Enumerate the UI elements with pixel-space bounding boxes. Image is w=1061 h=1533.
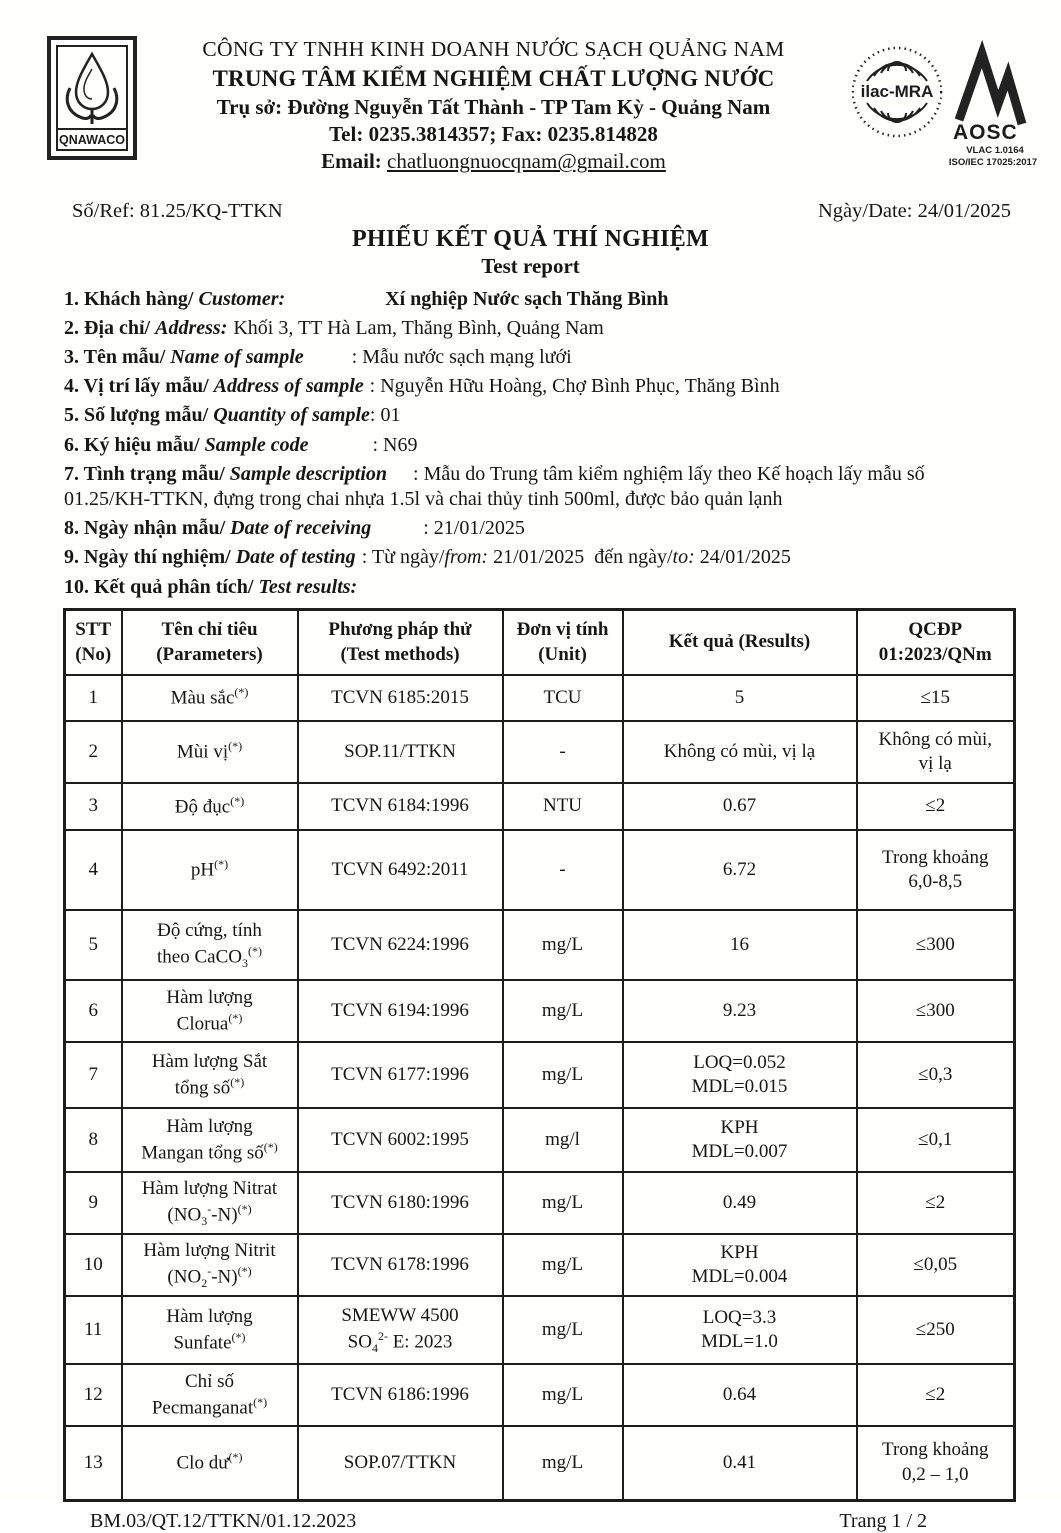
info-item-customer — [64, 287, 1005, 312]
info-label-en: Sample code — [204, 433, 309, 456]
cell-no: 10 — [65, 1234, 122, 1296]
cell-method: TCVN 6194:1996 — [298, 980, 503, 1042]
table-row — [65, 1426, 1015, 1500]
cell-limit: ≤300 — [857, 980, 1015, 1042]
ref-number: Số/Ref: 81.25/KQ-TTKN — [72, 199, 283, 222]
col-header-limit: QCĐP 01:2023/QNm — [857, 609, 1015, 675]
cell-method: TCVN 6180:1996 — [298, 1172, 503, 1234]
info-label-en: Customer: — [198, 287, 286, 310]
info-label-vi: 10. Kết quả phân tích/ — [64, 575, 254, 598]
cell-limit: Trong khoảng 0,2 – 1,0 — [857, 1426, 1015, 1500]
cell-parameter: Hàm lượng Clorua(*) — [122, 980, 298, 1042]
cell-unit: mg/l — [503, 1108, 623, 1172]
cell-unit: mg/L — [503, 1172, 623, 1234]
cell-result: 0.49 — [623, 1172, 857, 1234]
info-label-vi: 5. Số lượng mẫu/ — [64, 404, 209, 427]
cell-parameter: Hàm lượng Mangan tổng số(*) — [122, 1108, 298, 1172]
cell-result: KPH MDL=0.004 — [623, 1234, 857, 1296]
sample-info-list — [0, 279, 1061, 600]
cell-method: TCVN 6492:2011 — [298, 830, 503, 910]
cell-no: 12 — [65, 1364, 122, 1426]
table-row — [65, 1172, 1015, 1234]
table-row — [65, 675, 1015, 721]
cell-no: 4 — [65, 830, 122, 910]
cell-result: 5 — [623, 675, 857, 721]
page-number: Trang 1 / 2 — [839, 1509, 927, 1532]
cell-unit: mg/L — [503, 1296, 623, 1364]
cell-no: 2 — [65, 721, 122, 783]
info-label-en: Name of sample — [170, 346, 304, 369]
cell-parameter: Hàm lượng Nitrit $(NO_2^--N)^{(*)}$ — [122, 1234, 298, 1296]
info-item-test-results — [64, 575, 1005, 600]
col-header-result: Kết quả (Results) — [623, 609, 857, 675]
cell-unit: mg/L — [503, 1426, 623, 1500]
info-label-en: Address: — [155, 316, 228, 339]
cell-method: TCVN 6185:2015 — [298, 675, 503, 721]
cell-limit: ≤0,1 — [857, 1108, 1015, 1172]
aosc-vlac-text: VLAC 1.0164 — [966, 145, 1024, 156]
cell-no: 7 — [65, 1042, 122, 1108]
info-value: : Mẫu nước sạch mạng lưới — [351, 346, 572, 369]
info-label-vi: 1. Khách hàng/ — [64, 287, 194, 310]
cell-method: TCVN 6224:1996 — [298, 910, 503, 980]
cell-limit: Trong khoảng 6,0-8,5 — [857, 830, 1015, 910]
cell-method: TCVN 6186:1996 — [298, 1364, 503, 1426]
aosc-logo — [948, 44, 1038, 168]
company-name: CÔNG TY TNHH KINH DOANH NƯỚC SẠCH QUẢNG NAM — [202, 37, 785, 61]
header-text-block — [138, 34, 849, 176]
aosc-iso-text: ISO/IEC 17025:2017 — [948, 157, 1038, 168]
form-code: BM.03/QT.12/TTKN/01.12.2023 — [90, 1509, 357, 1532]
table-row — [65, 1234, 1015, 1296]
accreditation-logos — [849, 34, 1038, 168]
cell-result: 0.41 — [623, 1426, 857, 1500]
table-row — [65, 910, 1015, 980]
info-label-vi: 3. Tên mẫu/ — [64, 346, 166, 369]
qnawaco-logo-graphic — [46, 34, 138, 162]
info-label-en: Date of testing — [235, 546, 356, 569]
cell-result: KPH MDL=0.007 — [623, 1108, 857, 1172]
cell-parameter: Hàm lượng Sunfate(*) — [122, 1296, 298, 1364]
table-row — [65, 1042, 1015, 1108]
cell-method: SOP.07/TTKN — [298, 1426, 503, 1500]
cell-method: TCVN 6002:1995 — [298, 1108, 503, 1172]
cell-no: 5 — [65, 910, 122, 980]
cell-no: 13 — [65, 1426, 122, 1500]
cell-limit: ≤2 — [857, 1364, 1015, 1426]
info-label-en: Test results: — [258, 575, 358, 598]
cell-result: 0.64 — [623, 1364, 857, 1426]
cell-no: 6 — [65, 980, 122, 1042]
info-value: : 01 — [369, 404, 401, 427]
info-value: : 21/01/2025 — [423, 517, 525, 540]
qnawaco-logo — [46, 34, 138, 167]
cell-unit: - — [503, 721, 623, 783]
cell-no: 9 — [65, 1172, 122, 1234]
cell-parameter: Độ cứng, tính theo CaCO$_3$(*) — [122, 910, 298, 980]
cell-method: TCVN 6178:1996 — [298, 1234, 503, 1296]
info-label-en: Quantity of sample — [213, 404, 370, 427]
table-row — [65, 721, 1015, 783]
cell-limit: ≤0,05 — [857, 1234, 1015, 1296]
cell-no: 3 — [65, 783, 122, 830]
col-header-unit: Đơn vị tính (Unit) — [503, 609, 623, 675]
info-value: Xí nghiệp Nước sạch Thăng Bình — [385, 287, 669, 310]
cell-limit: ≤2 — [857, 1172, 1015, 1234]
cell-parameter: Chỉ số Pecmanganat(*) — [122, 1364, 298, 1426]
info-item-sample-name — [64, 345, 1005, 370]
info-item-quantity — [64, 403, 1005, 428]
cell-parameter: Clo dư(*) — [122, 1426, 298, 1500]
info-label-en: Address of sample — [213, 375, 364, 398]
email-address: chatluongnuocqnam@gmail.com — [387, 149, 666, 174]
cell-unit: mg/L — [503, 1364, 623, 1426]
info-label-vi: 7. Tình trạng mẫu/ — [64, 462, 225, 485]
cell-unit: mg/L — [503, 1234, 623, 1296]
info-label-vi: 6. Ký hiệu mẫu/ — [64, 433, 200, 456]
info-value: : Mẫu do Trung tâm kiểm nghiệm lấy theo Kế hoạch lấy mẫu số 01.25/KH-TTKN, đựng trong chai nhựa 1.5l và chai thủy tinh 500ml, được bảo quản lạnh — [64, 462, 925, 511]
ilac-mra-logo-text: ilac-MRA — [860, 82, 934, 101]
center-name: TRUNG TÂM KIỂM NGHIỆM CHẤT LƯỢNG NƯỚC — [212, 65, 775, 91]
ilac-mra-logo — [849, 44, 945, 140]
info-item-date-receiving — [64, 516, 1005, 541]
cell-limit: ≤15 — [857, 675, 1015, 721]
cell-limit: ≤250 — [857, 1296, 1015, 1364]
info-label-vi: 4. Vị trí lấy mẫu/ — [64, 375, 209, 398]
table-row — [65, 1364, 1015, 1426]
cell-no: 11 — [65, 1296, 122, 1364]
info-item-sample-description — [64, 462, 1005, 512]
cell-parameter: Hàm lượng Sắt tổng số(*) — [122, 1042, 298, 1108]
cell-limit: ≤300 — [857, 910, 1015, 980]
cell-method: SMEWW 4500 $SO_4^{2-}$ E: 2023 — [298, 1296, 503, 1364]
cell-result: Không có mùi, vị lạ — [623, 721, 857, 783]
col-header-parameter: Tên chỉ tiêu (Parameters) — [122, 609, 298, 675]
document-header — [0, 0, 1061, 176]
cell-unit: - — [503, 830, 623, 910]
table-header-row — [65, 609, 1015, 675]
cell-parameter: Hàm lượng Nitrat $(NO_3^--N)^{(*)}$ — [122, 1172, 298, 1234]
cell-result: 0.67 — [623, 783, 857, 830]
info-label-en: Date of receiving — [230, 517, 372, 540]
cell-parameter: pH(*) — [122, 830, 298, 910]
cell-no: 1 — [65, 675, 122, 721]
cell-unit: mg/L — [503, 980, 623, 1042]
email-label: Email: — [321, 149, 382, 174]
cell-result: LOQ=3.3 MDL=1.0 — [623, 1296, 857, 1364]
cell-unit: mg/L — [503, 910, 623, 980]
table-row — [65, 783, 1015, 830]
tel-fax: Tel: 0235.3814357; Fax: 0235.814828 — [329, 122, 658, 147]
page-footer — [0, 1502, 1061, 1533]
cell-limit: Không có mùi, vị lạ — [857, 721, 1015, 783]
qnawaco-logo-text: QNAWACO — [59, 133, 125, 147]
table-row — [65, 830, 1015, 910]
info-item-sample-code — [64, 433, 1005, 458]
head-office-address: Trụ sở: Đường Nguyễn Tất Thành - TP Tam Kỳ - Quảng Nam — [216, 94, 771, 119]
report-date: Ngày/Date: 24/01/2025 — [817, 199, 1011, 222]
info-label-vi: 9. Ngày thí nghiệm/ — [64, 546, 231, 569]
cell-unit: mg/L — [503, 1042, 623, 1108]
cell-method: SOP.11/TTKN — [298, 721, 503, 783]
cell-method: TCVN 6177:1996 — [298, 1042, 503, 1108]
info-item-sample-address — [64, 374, 1005, 399]
cell-limit: ≤0,3 — [857, 1042, 1015, 1108]
info-label-vi: 2. Địa chỉ/ — [64, 316, 151, 339]
info-item-address — [64, 316, 1005, 341]
col-header-no: STT (No) — [65, 609, 122, 675]
cell-unit: NTU — [503, 783, 623, 830]
cell-no: 8 — [65, 1108, 122, 1172]
info-value: : Từ ngày/from: 21/01/2025 đến ngày/to: 24/01/2025 — [361, 546, 791, 569]
info-value: : Nguyễn Hữu Hoàng, Chợ Bình Phục, Thăng Bình — [369, 375, 780, 398]
cell-parameter: Màu sắc(*) — [122, 675, 298, 721]
aosc-logo-text: AOSC — [953, 121, 1018, 144]
report-title-vi: PHIẾU KẾT QUẢ THÍ NGHIỆM — [351, 225, 710, 252]
cell-result: 6.72 — [623, 830, 857, 910]
cell-parameter: Độ đục(*) — [122, 783, 298, 830]
info-label-en: Sample description — [229, 462, 388, 485]
info-value: Khối 3, TT Hà Lam, Thăng Bình, Quảng Nam — [233, 316, 604, 339]
info-label-vi: 8. Ngày nhận mẫu/ — [64, 517, 226, 540]
cell-parameter: Mùi vị(*) — [122, 721, 298, 783]
cell-result: LOQ=0.052 MDL=0.015 — [623, 1042, 857, 1108]
col-header-method: Phương pháp thử (Test methods) — [298, 609, 503, 675]
cell-result: 9.23 — [623, 980, 857, 1042]
cell-method: TCVN 6184:1996 — [298, 783, 503, 830]
cell-unit: TCU — [503, 675, 623, 721]
results-table — [63, 608, 1016, 1502]
cell-result: 16 — [623, 910, 857, 980]
email-line — [140, 148, 847, 175]
info-item-date-testing — [64, 545, 1005, 570]
table-row — [65, 980, 1015, 1042]
cell-limit: ≤2 — [857, 783, 1015, 830]
info-value: : N69 — [372, 433, 418, 456]
table-row — [65, 1296, 1015, 1364]
table-row — [65, 1108, 1015, 1172]
ref-row — [0, 176, 1061, 223]
report-title-en: Test report — [481, 253, 580, 278]
